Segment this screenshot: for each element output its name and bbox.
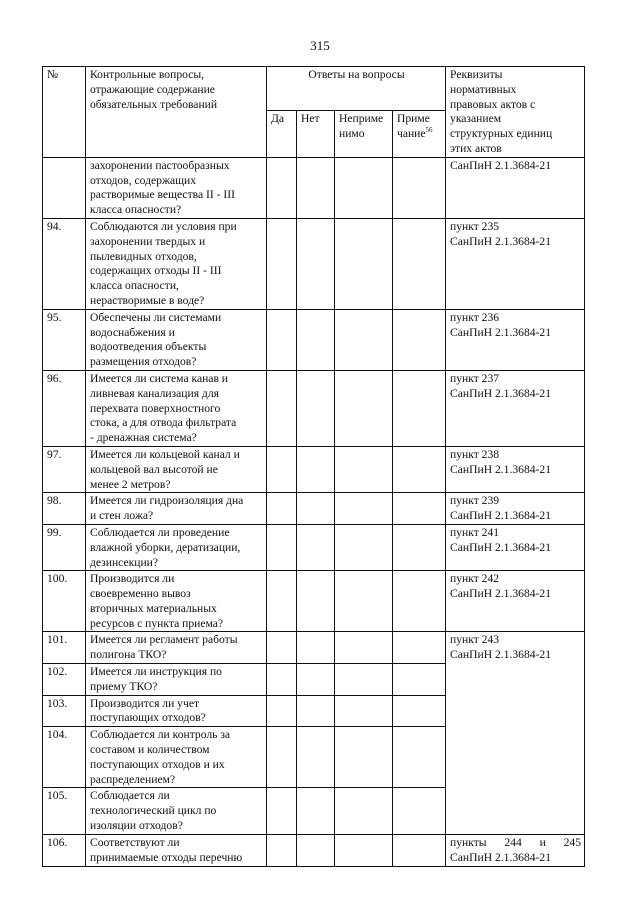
- answer-no-cell: [297, 218, 335, 309]
- answer-no-cell: [297, 493, 335, 525]
- requisite-act: СанПиН 2.1.3684-21: [450, 462, 551, 476]
- answer-na-cell: [335, 695, 393, 727]
- row-requisite: [446, 218, 585, 309]
- row-number: 94.: [43, 218, 86, 309]
- row-requisite: [446, 524, 585, 570]
- question-line: и стен ложа?: [90, 509, 154, 523]
- question-line: размещения отходов?: [90, 355, 197, 369]
- answer-note-cell: [393, 309, 446, 370]
- answer-no-cell: [297, 571, 335, 632]
- answer-na-cell: [335, 664, 393, 696]
- answer-no-cell: [297, 664, 335, 696]
- question-line: Имеется ли инструкция по: [90, 665, 222, 679]
- row-question: [86, 370, 267, 446]
- question-line: Имеется ли гидроизоляция дна: [90, 494, 244, 508]
- question-line: Соблюдается ли: [90, 789, 170, 803]
- question-line: Обеспечены ли системами: [90, 310, 222, 324]
- requisite-act: СанПиН 2.1.3684-21: [450, 850, 551, 864]
- header-na-line: Неприме: [339, 112, 384, 126]
- row-question: [86, 446, 267, 492]
- answer-note-cell: [393, 727, 446, 788]
- question-line: поступающих отходов?: [90, 711, 206, 725]
- question-line: изоляции отходов?: [90, 819, 183, 833]
- table-row: [43, 632, 585, 664]
- requisite-clause: пункт 242: [450, 572, 500, 586]
- answer-no-cell: [297, 788, 335, 834]
- answer-yes-cell: [267, 664, 297, 696]
- question-line: водоотведения объекты: [90, 340, 207, 354]
- requisite-act: СанПиН 2.1.3684-21: [450, 234, 551, 248]
- row-number: 95.: [43, 309, 86, 370]
- requisite-clause: пункт 235: [450, 219, 500, 233]
- question-line: полигона ТКО?: [90, 648, 167, 662]
- answer-yes-cell: [267, 834, 297, 866]
- header-req-line: Реквизиты: [450, 68, 503, 81]
- answer-na-cell: [335, 571, 393, 632]
- answer-na-cell: [335, 493, 393, 525]
- question-line: - дренажная система?: [90, 431, 197, 445]
- question-line: технологический цикл по: [90, 804, 217, 818]
- row-question: [86, 524, 267, 570]
- answer-note-cell: [393, 157, 446, 218]
- answer-yes-cell: [267, 571, 297, 632]
- answer-yes-cell: [267, 446, 297, 492]
- header-note-line2: чание: [397, 127, 426, 141]
- header-row: [43, 67, 585, 111]
- answer-no-cell: [297, 157, 335, 218]
- question-line: вторичных материальных: [90, 601, 217, 615]
- header-question: [86, 67, 267, 158]
- question-line: захоронении твердых и: [90, 234, 206, 248]
- question-line: менее 2 метров?: [90, 477, 171, 491]
- answer-na-cell: [335, 524, 393, 570]
- table-row: [43, 524, 585, 570]
- header-requisites: [446, 67, 585, 158]
- requisite-act: СанПиН 2.1.3684-21: [450, 648, 551, 662]
- checklist-table: [42, 66, 585, 867]
- question-line: ресурсов с пункта приема?: [90, 616, 224, 630]
- question-line: содержащих отходы II - III: [90, 264, 222, 278]
- answer-yes-cell: [267, 370, 297, 446]
- table-row: [43, 309, 585, 370]
- requisite-clause: пункт 238: [450, 447, 500, 461]
- answer-yes-cell: [267, 524, 297, 570]
- answer-note-cell: [393, 788, 446, 834]
- header-note-line: [397, 127, 442, 142]
- header-question-line: отражающие содержание: [90, 82, 215, 96]
- table-row: [43, 157, 585, 218]
- answer-no-cell: [297, 446, 335, 492]
- answer-yes-cell: [267, 157, 297, 218]
- question-line: Производится ли учет: [90, 696, 200, 710]
- question-line: Имеется ли регламент работы: [90, 633, 238, 647]
- row-requisite: [446, 157, 585, 218]
- row-question: [86, 157, 267, 218]
- question-line: отходов, содержащих: [90, 173, 197, 187]
- question-line: растворимые вещества II - III: [90, 188, 235, 202]
- answer-yes-cell: [267, 493, 297, 525]
- header-note-line: Приме: [397, 112, 430, 126]
- answer-na-cell: [335, 446, 393, 492]
- row-question: [86, 632, 267, 664]
- header-note: [393, 111, 446, 157]
- requisite-clause: пункты 244 и 245: [450, 835, 582, 849]
- row-number: 97.: [43, 446, 86, 492]
- question-line: приему ТКО?: [90, 679, 158, 693]
- header-yes: Да: [267, 111, 297, 157]
- answer-note-cell: [393, 834, 446, 866]
- answer-na-cell: [335, 788, 393, 834]
- answer-na-cell: [335, 632, 393, 664]
- question-line: класса опасности?: [90, 203, 182, 217]
- answer-na-cell: [335, 727, 393, 788]
- row-question: [86, 834, 267, 866]
- row-number: 106.: [43, 834, 86, 866]
- row-question: [86, 493, 267, 525]
- row-question: [86, 695, 267, 727]
- row-number: 102.: [43, 664, 86, 696]
- question-line: влажной уборки, дератизации,: [90, 540, 241, 554]
- question-line: дезинсекции?: [90, 555, 159, 569]
- requisite-clause: пункт 237: [450, 371, 500, 385]
- question-line: кольцевой вал высотой не: [90, 462, 218, 476]
- header-na: [335, 111, 393, 157]
- question-line: своевременно вывоз: [90, 587, 191, 601]
- row-number: 101.: [43, 632, 86, 664]
- question-line: нерастворимые в воде?: [90, 293, 205, 307]
- row-requisite: [446, 493, 585, 525]
- requisite-clause: пункт 243: [450, 633, 500, 647]
- answer-yes-cell: [267, 788, 297, 834]
- answer-note-cell: [393, 218, 446, 309]
- row-requisite: [446, 370, 585, 446]
- answer-yes-cell: [267, 727, 297, 788]
- answer-no-cell: [297, 370, 335, 446]
- table-row: [43, 571, 585, 632]
- answer-note-cell: [393, 446, 446, 492]
- row-number: 96.: [43, 370, 86, 446]
- question-line: составом и количеством: [90, 743, 210, 757]
- question-line: поступающих отходов и их: [90, 757, 225, 771]
- requisite-clause: пункт 239: [450, 494, 500, 508]
- answer-note-cell: [393, 695, 446, 727]
- requisite-act: СанПиН 2.1.3684-21: [450, 540, 551, 554]
- question-line: перехвата поверхностного: [90, 401, 221, 415]
- question-line: принимаемые отходы перечню: [90, 850, 243, 864]
- question-line: Соблюдается ли контроль за: [90, 728, 231, 742]
- header-req-line: структурных единиц: [450, 127, 553, 141]
- header-num: №: [43, 67, 86, 158]
- row-requisite: [446, 834, 585, 866]
- header-req-line: нормативных: [450, 82, 517, 96]
- table-row: [43, 370, 585, 446]
- answer-yes-cell: [267, 218, 297, 309]
- answer-note-cell: [393, 370, 446, 446]
- row-question: [86, 664, 267, 696]
- row-question: [86, 218, 267, 309]
- answer-note-cell: [393, 493, 446, 525]
- row-number: 100.: [43, 571, 86, 632]
- answer-no-cell: [297, 695, 335, 727]
- header-req-line: этих актов: [450, 141, 502, 155]
- row-number: [43, 157, 86, 218]
- requisite-act: СанПиН 2.1.3684-21: [450, 509, 551, 523]
- question-line: стока, а для отвода фильтрата: [90, 416, 237, 430]
- table-row: [43, 493, 585, 525]
- question-line: ливневая канализация для: [90, 386, 219, 400]
- footnote-mark: 56: [425, 126, 433, 135]
- question-line: Производится ли: [90, 572, 175, 586]
- row-question: [86, 727, 267, 788]
- question-line: пылевидных отходов,: [90, 249, 197, 263]
- answer-no-cell: [297, 524, 335, 570]
- row-requisite: [446, 446, 585, 492]
- question-line: Соблюдаются ли условия при: [90, 219, 237, 233]
- row-number: 105.: [43, 788, 86, 834]
- question-line: Имеется ли система канав и: [90, 371, 229, 385]
- header-no: Нет: [297, 111, 335, 157]
- question-line: захоронении пастообразных: [90, 158, 230, 172]
- answer-note-cell: [393, 632, 446, 664]
- answer-no-cell: [297, 632, 335, 664]
- page-number: 315: [310, 38, 330, 53]
- answer-na-cell: [335, 370, 393, 446]
- requisite-act: СанПиН 2.1.3684-21: [450, 158, 551, 172]
- answer-na-cell: [335, 309, 393, 370]
- answer-note-cell: [393, 664, 446, 696]
- row-number: 98.: [43, 493, 86, 525]
- row-requisite: [446, 309, 585, 370]
- answer-note-cell: [393, 571, 446, 632]
- header-answers: Ответы на вопросы: [267, 67, 446, 111]
- row-question: [86, 309, 267, 370]
- table-row: [43, 218, 585, 309]
- answer-na-cell: [335, 834, 393, 866]
- row-question: [86, 788, 267, 834]
- answer-no-cell: [297, 727, 335, 788]
- row-number: 99.: [43, 524, 86, 570]
- requisite-clause: пункт 241: [450, 525, 500, 539]
- requisite-act: СанПиН 2.1.3684-21: [450, 386, 551, 400]
- requisite-act: СанПиН 2.1.3684-21: [450, 587, 551, 601]
- header-req-line: указанием: [450, 112, 502, 126]
- table-row: [43, 834, 585, 866]
- answer-yes-cell: [267, 632, 297, 664]
- header-na-line: нимо: [339, 127, 365, 141]
- header-question-line: обязательных требований: [90, 97, 218, 111]
- requisite-act: СанПиН 2.1.3684-21: [450, 325, 551, 339]
- answer-na-cell: [335, 157, 393, 218]
- table-row: [43, 446, 585, 492]
- row-requisite: [446, 632, 585, 834]
- answer-no-cell: [297, 309, 335, 370]
- row-requisite: [446, 571, 585, 632]
- answer-note-cell: [393, 524, 446, 570]
- question-line: Имеется ли кольцевой канал и: [90, 447, 240, 461]
- question-line: Соблюдается ли проведение: [90, 525, 230, 539]
- question-line: распределением?: [90, 772, 176, 786]
- answer-yes-cell: [267, 309, 297, 370]
- requisite-clause: пункт 236: [450, 310, 500, 324]
- header-req-line: правовых актов с: [450, 97, 536, 111]
- question-line: Соответствуют ли: [90, 835, 180, 849]
- row-question: [86, 571, 267, 632]
- answer-yes-cell: [267, 695, 297, 727]
- header-question-line: Контрольные вопросы,: [90, 68, 205, 81]
- row-number: 103.: [43, 695, 86, 727]
- answer-na-cell: [335, 218, 393, 309]
- question-line: класса опасности,: [90, 279, 179, 293]
- answer-no-cell: [297, 834, 335, 866]
- row-number: 104.: [43, 727, 86, 788]
- question-line: водоснабжения и: [90, 325, 175, 339]
